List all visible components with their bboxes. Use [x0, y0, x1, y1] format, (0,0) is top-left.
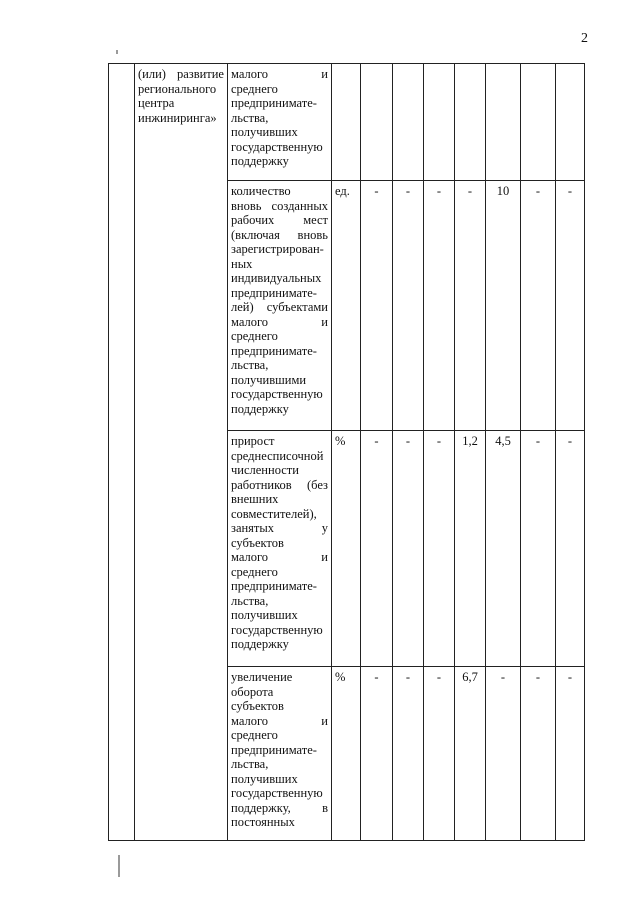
indicator-line: получивших [231, 771, 298, 786]
value-cell: - [455, 181, 486, 431]
indicator-line: льства, [231, 110, 269, 125]
value-cell [393, 64, 424, 181]
page-number: 2 [581, 31, 588, 46]
indicator-line: малого и [231, 67, 328, 81]
indicator-cell [228, 181, 332, 431]
value-cell [424, 64, 455, 181]
value-cell: - [486, 667, 521, 841]
indicators-table [108, 63, 585, 841]
indicator-line: льства, [231, 593, 269, 608]
unit-cell [332, 64, 361, 181]
program-line: инжиниринга» [138, 110, 217, 125]
value-cell: - [556, 431, 585, 667]
indicator-line: среднего [231, 81, 278, 96]
margin-mark-bottom [118, 855, 120, 877]
indicator-line: (включая вновь [231, 227, 328, 242]
indicator-line: рабочих мест [231, 213, 328, 227]
value-cell [556, 64, 585, 181]
indicator-line: предпринимате- [231, 96, 317, 110]
value-cell: - [424, 431, 455, 667]
indicator-line: льства, [231, 757, 269, 771]
indicator-line: совместителей), [231, 506, 317, 521]
indicator-line: малого и [231, 314, 328, 329]
unit-cell: % [332, 431, 361, 667]
value-cell [486, 64, 521, 181]
value-cell: 1,2 [455, 431, 486, 667]
program-line: (или) развитие [138, 67, 224, 81]
indicator-line: предпринимате- [231, 579, 317, 593]
indicator-line: количество [231, 184, 291, 198]
indicator-line: вновь созданных [231, 198, 328, 213]
indicator-line: получивших [231, 125, 298, 139]
value-cell: - [521, 181, 556, 431]
indicator-line: постоянных [231, 815, 295, 829]
indicator-line: среднесписочной [231, 448, 324, 463]
value-cell [361, 64, 393, 181]
indicator-line: прирост [231, 434, 275, 448]
indicator-line: индивидуальных [231, 271, 322, 285]
indicator-line: предпринимате- [231, 343, 317, 358]
value-cell: - [424, 181, 455, 431]
value-cell: 4,5 [486, 431, 521, 667]
value-cell: 6,7 [455, 667, 486, 841]
indicator-line: государственную [231, 139, 323, 154]
indicator-line: работников (без [231, 477, 328, 492]
program-line: регионального [138, 81, 217, 96]
table-row [109, 64, 585, 181]
value-cell: - [393, 667, 424, 841]
indicator-line: субъектов [231, 535, 284, 550]
indicator-line: предпринимате- [231, 742, 317, 757]
indicator-line: численности [231, 463, 299, 477]
indicator-line: предпринимате- [231, 285, 317, 300]
indicator-line: ных [231, 256, 253, 271]
indicator-line: занятых у [231, 521, 328, 535]
value-cell: 10 [486, 181, 521, 431]
value-cell: - [556, 181, 585, 431]
value-cell: - [521, 667, 556, 841]
value-cell: - [424, 667, 455, 841]
indicator-cell [228, 64, 332, 181]
unit-cell: % [332, 667, 361, 841]
indicator-line: среднего [231, 329, 278, 343]
value-cell: - [521, 431, 556, 667]
indicator-line: поддержку [231, 637, 289, 651]
indicator-line: поддержку [231, 401, 289, 416]
value-cell: - [393, 181, 424, 431]
indicator-line: государственную [231, 786, 323, 800]
indicator-line: среднего [231, 728, 278, 742]
indicator-line: зарегистрирован- [231, 242, 324, 256]
indicator-line: малого и [231, 550, 328, 564]
indicator-line: внешних [231, 492, 279, 506]
indicator-line: среднего [231, 564, 278, 579]
value-cell [521, 64, 556, 181]
indicator-line: получившими [231, 372, 307, 387]
value-cell [455, 64, 486, 181]
indicator-line: поддержку, в [231, 800, 328, 815]
indicator-line: государственную [231, 622, 323, 637]
index-cell [109, 64, 135, 841]
indicator-line: малого и [231, 713, 328, 728]
indicator-line: субъектов [231, 699, 284, 713]
indicator-line: лей) субъектами [231, 300, 328, 314]
unit-cell: ед. [332, 181, 361, 431]
indicator-cell [228, 667, 332, 841]
margin-mark-top [116, 50, 118, 54]
value-cell: - [361, 431, 393, 667]
indicator-line: увеличение [231, 670, 293, 684]
value-cell: - [393, 431, 424, 667]
indicator-line: оборота [231, 684, 274, 699]
value-cell: - [361, 181, 393, 431]
indicator-line: льства, [231, 358, 269, 372]
indicator-line: получивших [231, 608, 298, 622]
value-cell: - [361, 667, 393, 841]
program-line: центра [138, 96, 175, 110]
indicator-line: поддержку [231, 154, 289, 168]
value-cell: - [556, 667, 585, 841]
indicator-line: государственную [231, 387, 323, 401]
program-cell [135, 64, 228, 841]
indicator-cell [228, 431, 332, 667]
